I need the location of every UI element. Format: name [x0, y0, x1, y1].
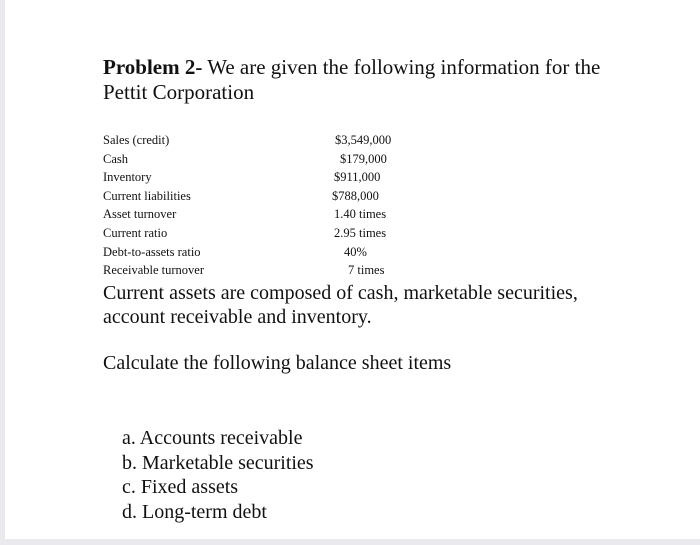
row-value: $3,549,000 [335, 133, 392, 147]
row-value: 40% [344, 244, 367, 259]
row-value: $179,000 [340, 151, 387, 166]
note-line-1: Current assets are composed of cash, marketable securities, [103, 282, 578, 304]
row-label: Receivable turnover [103, 263, 204, 278]
heading-text: We are given the following information for the [202, 55, 601, 79]
row-value: 7 times [348, 263, 385, 278]
problem-heading [103, 55, 643, 105]
row-label: Inventory [103, 170, 152, 185]
row-label: Debt-to-assets ratio [103, 244, 201, 259]
row-label: Sales (credit) [103, 133, 170, 147]
row-label: Asset turnover [103, 207, 177, 222]
row-label: Current liabilities [103, 188, 191, 203]
row-label: Cash [103, 151, 128, 166]
question-item-c: c. Fixed assets [122, 476, 239, 498]
row-value: 1.40 times [334, 207, 387, 222]
current-assets-note [103, 281, 643, 329]
question-list [122, 426, 314, 524]
question-item-b: b. Marketable securities [122, 451, 314, 474]
row-label: Current ratio [103, 225, 168, 240]
problem-number: Problem 2- [103, 55, 203, 79]
question-item-d: d. Long-term debt [122, 500, 267, 523]
row-value: $911,000 [334, 170, 381, 185]
question-item-a: a. Accounts receivable [122, 427, 303, 449]
company-name: Pettit Corporation [103, 80, 255, 104]
note-line-2: account receivable and inventory. [103, 306, 372, 328]
row-value: $788,000 [332, 188, 379, 203]
instruction-text: Calculate the following balance sheet items [103, 352, 452, 374]
heading-line-1 [103, 55, 643, 80]
document-page [5, 0, 700, 539]
row-value: 2.95 times [334, 225, 387, 240]
